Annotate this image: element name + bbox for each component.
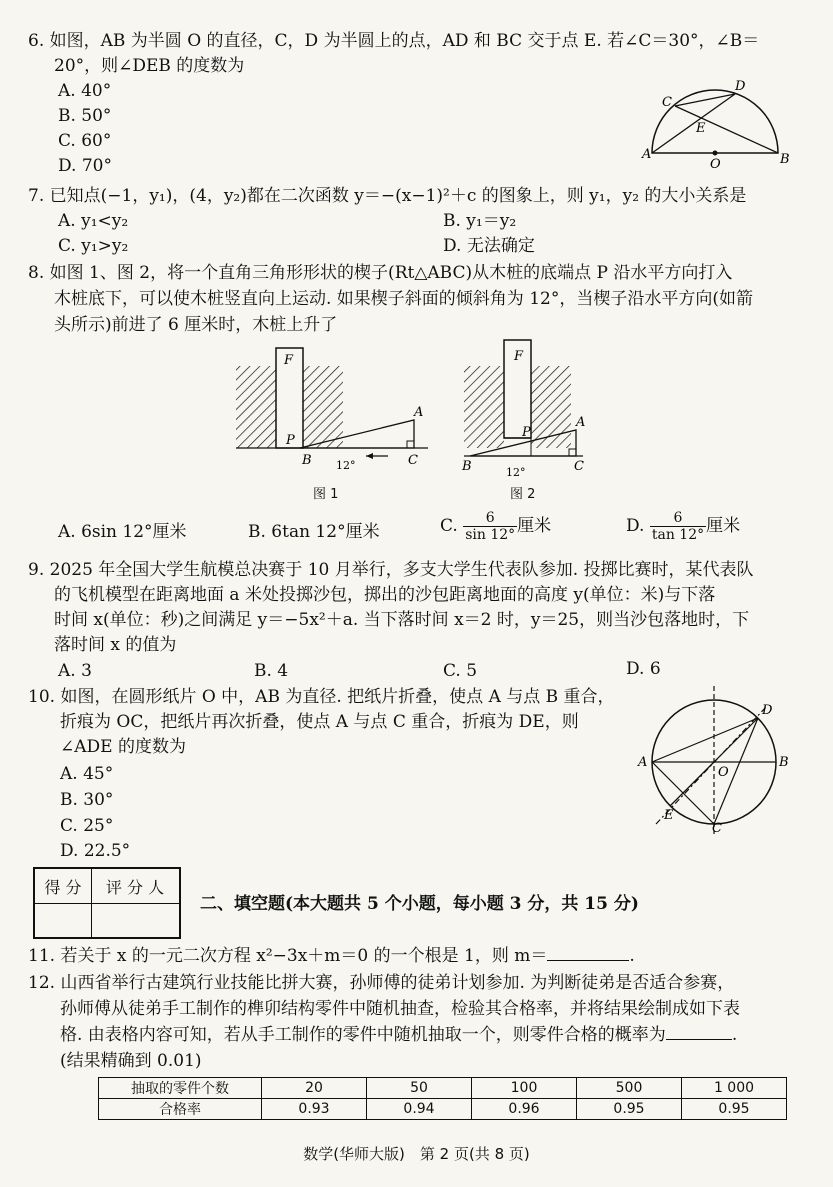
q9-text-line-1: 9. 2025 年全国大学生航模总决赛于 10 月举行，多支大学生代表队参加. 投掷比赛时，某代表队 <box>28 560 754 580</box>
q6-semicircle-figure <box>640 78 790 170</box>
ground-left <box>464 366 504 448</box>
label-o: O <box>718 765 729 780</box>
q6-option-b: B. 50° <box>58 106 112 126</box>
label-d: D <box>762 703 773 718</box>
label-c: C <box>408 453 418 468</box>
q8-figure-2 <box>458 338 593 478</box>
score-cell <box>35 903 92 937</box>
q10-text-line-1: 10. 如图，在圆形纸片 O 中，AB 为直径. 把纸片折叠，使点 A 与点 B 重合， <box>28 687 615 707</box>
q12-text-line-4: (结果精确到 0.01) <box>60 1051 202 1071</box>
q8-option-c <box>440 510 551 543</box>
q9-text-line-4: 落时间 x 的值为 <box>54 635 177 655</box>
label-a: A <box>642 147 652 162</box>
table-cell: 500 <box>577 1078 682 1099</box>
q12-text-line-1: 12. 山西省举行古建筑行业技能比拼大赛，孙师傅的徒弟计划参加. 为判断徒弟是否适合参赛， <box>28 973 735 993</box>
q11-question: 11. 若关于 x 的一元二次方程 x²−3x＋m＝0 的一个根是 1，则 m＝ <box>28 946 548 966</box>
label-c: C <box>712 821 722 834</box>
table-cell: 1 000 <box>682 1078 787 1099</box>
label-o: O <box>710 157 721 170</box>
table-cell: 0.95 <box>577 1099 682 1120</box>
label-a: A <box>638 755 648 770</box>
q11-period: . <box>629 946 635 966</box>
q12-answer-blank[interactable] <box>666 1039 732 1040</box>
fraction-numerator: 6 <box>463 510 517 527</box>
q7-option-b: B. y₁＝y₂ <box>443 211 517 231</box>
q8-option-a: A. 6sin 12°厘米 <box>58 522 187 542</box>
q12-question: 格. 由表格内容可知，若从手工制作的零件中随机抽取一个，则零件合格的概率为 <box>60 1025 666 1045</box>
q12-period: . <box>731 1025 738 1045</box>
q10-text-line-2: 折痕为 OC，把纸片再次折叠，使点 A 与点 C 重合，折痕为 DE，则 <box>60 712 579 732</box>
fraction-denominator: tan 12° <box>651 527 705 543</box>
label-b: B <box>462 459 472 474</box>
label-angle: 12° <box>506 466 526 478</box>
q8-option-c-fraction <box>463 510 517 543</box>
q8-option-b: B. 6tan 12°厘米 <box>248 522 380 542</box>
q10-text-line-3: ∠ADE 的度数为 <box>60 737 186 757</box>
q9-option-c: C. 5 <box>443 661 478 681</box>
q8-figure-2-caption: 图 2 <box>510 487 536 502</box>
chord-cb <box>675 106 778 153</box>
q7-option-d: D. 无法确定 <box>443 236 535 256</box>
label-a: A <box>414 405 424 420</box>
q8-option-d-fraction <box>650 510 706 543</box>
label-p: P <box>522 425 531 440</box>
label-b: B <box>780 152 790 167</box>
label-f: F <box>284 353 294 368</box>
center-point <box>713 151 718 156</box>
table-row <box>99 1078 787 1099</box>
q6-text-line-2: 20°，则∠DEB 的度数为 <box>54 56 245 76</box>
table-cell: 0.95 <box>682 1099 787 1120</box>
label-b: B <box>302 453 312 468</box>
label-p: P <box>286 433 295 448</box>
table-row-header: 合格率 <box>99 1099 262 1120</box>
q6-option-c: C. 60° <box>58 131 112 151</box>
fraction-denominator: sin 12° <box>465 527 516 543</box>
label-e: E <box>696 121 706 136</box>
q9-text-line-3: 时间 x(单位：秒)之间满足 y＝−5x²＋a. 当下落时间 x＝2 时，y＝25，则当沙包落地时，下 <box>54 610 750 630</box>
label-c: C <box>574 459 584 474</box>
table-cell: 100 <box>472 1078 577 1099</box>
q7-option-c: C. y₁>y₂ <box>58 236 129 256</box>
q10-option-c: C. 25° <box>60 816 114 836</box>
q7-option-a: A. y₁<y₂ <box>58 211 129 231</box>
label-c: C <box>662 95 672 110</box>
arrow-head <box>366 453 373 459</box>
table-row <box>99 1099 787 1120</box>
segment-eo <box>670 762 714 806</box>
q9-option-a: A. 3 <box>58 661 92 681</box>
q10-option-a: A. 45° <box>60 764 114 784</box>
q10-circle-figure <box>634 684 794 834</box>
table-cell: 0.96 <box>472 1099 577 1120</box>
ground-left <box>236 366 276 448</box>
q9-option-b: B. 4 <box>254 661 289 681</box>
q8-text-line-1: 8. 如图 1、图 2，将一个直角三角形形状的楔子(Rt△ABC)从木桩的底端点 P 沿水平方向打入 <box>28 263 733 283</box>
label-a: A <box>576 415 586 430</box>
label-angle: 12° <box>336 459 356 472</box>
q9-text-line-2: 的飞机模型在距离地面 a 米处投掷沙包，掷出的沙包距离地面的高度 y(单位：米)与下落 <box>54 585 716 605</box>
q8-figure-1 <box>228 338 443 473</box>
label-d: D <box>735 79 746 94</box>
q7-text-line-1: 7. 已知点(−1，y₁)，(4，y₂)都在二次函数 y＝−(x−1)²＋c 的图象上，则 y₁，y₂ 的大小关系是 <box>28 186 747 206</box>
q8-option-d-unit: 厘米 <box>706 516 741 536</box>
q8-option-c-unit: 厘米 <box>517 516 552 536</box>
table-cell: 50 <box>367 1078 472 1099</box>
score-box <box>33 867 181 939</box>
q8-option-d-prefix: D. <box>626 516 645 536</box>
section-title-fill-in: 二、填空题(本大题共 5 个小题，每小题 3 分，共 15 分) <box>200 894 639 914</box>
fraction-numerator: 6 <box>650 510 706 527</box>
score-header: 得 分 <box>35 869 92 904</box>
right-angle-mark <box>569 449 576 456</box>
q8-text-line-3: 头所示)前进了 6 厘米时，木桩上升了 <box>54 315 338 335</box>
q11-text <box>28 945 635 967</box>
q6-text-line-1: 6. 如图，AB 为半圆 O 的直径，C，D 为半圆上的点，AD 和 BC 交于点 E. 若∠C＝30°，∠B＝ <box>28 31 760 51</box>
pass-rate-table <box>98 1077 787 1120</box>
q8-option-d <box>626 510 740 543</box>
label-e: E <box>664 808 674 823</box>
table-row-header: 抽取的零件个数 <box>99 1078 262 1099</box>
label-f: F <box>514 349 524 364</box>
label-b: B <box>779 755 789 770</box>
q6-option-a: A. 40° <box>58 81 112 101</box>
q11-answer-blank[interactable] <box>547 960 629 961</box>
q12-text-line-3 <box>60 1024 737 1046</box>
q8-figure-1-caption: 图 1 <box>313 487 339 502</box>
table-cell: 0.94 <box>367 1099 472 1120</box>
q10-option-b: B. 30° <box>60 790 114 810</box>
right-angle-mark <box>407 441 414 448</box>
q6-option-d: D. 70° <box>58 156 112 176</box>
table-cell: 20 <box>262 1078 367 1099</box>
table-cell: 0.93 <box>262 1099 367 1120</box>
q9-option-d: D. 6 <box>626 659 661 679</box>
grader-header: 评 分 人 <box>91 869 179 904</box>
page-footer: 数学(华师大版) 第 2 页(共 8 页) <box>303 1145 530 1163</box>
ground-right <box>303 366 343 448</box>
q8-text-line-2: 木桩底下，可以使木桩竖直向上运动. 如果楔子斜面的倾斜角为 12°，当楔子沿水平方向(如箭 <box>54 289 753 309</box>
q10-option-d: D. 22.5° <box>60 841 131 861</box>
q8-option-c-prefix: C. <box>440 516 458 536</box>
q12-text-line-2: 孙师傅从徒弟手工制作的榫卯结构零件中随机抽查，检验其合格率，并将结果绘制成如下表 <box>60 999 740 1019</box>
